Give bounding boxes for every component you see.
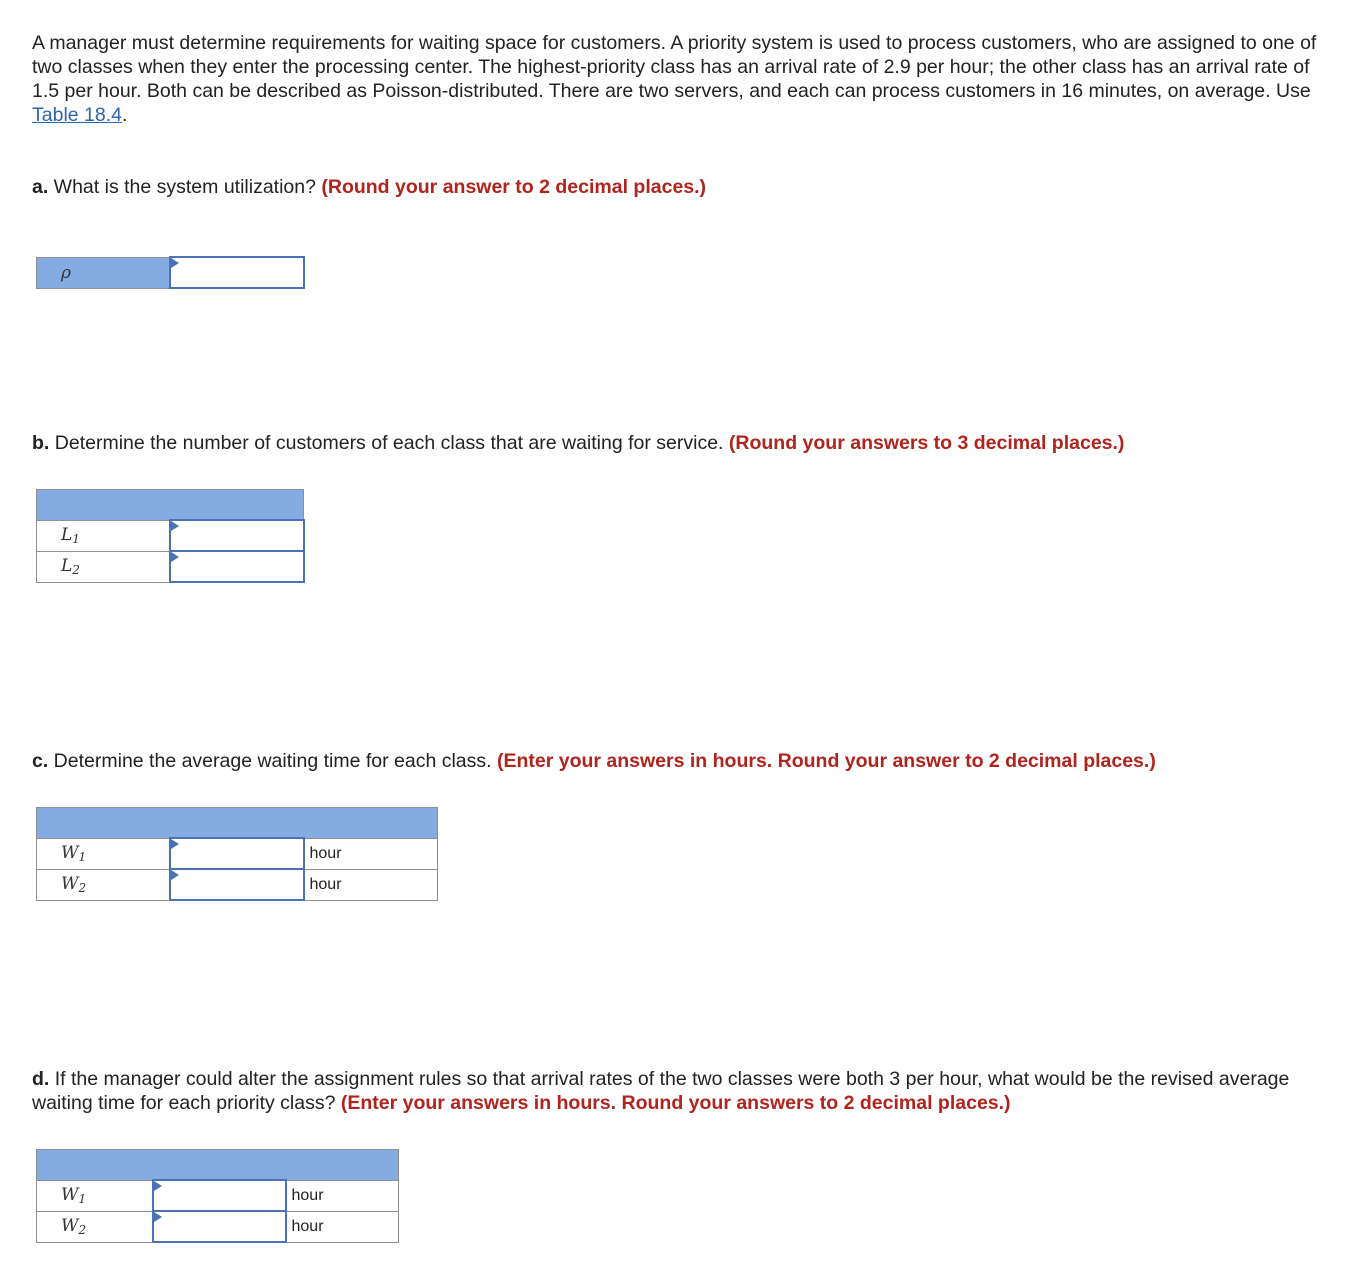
table-header-row <box>37 490 304 521</box>
d-w2-unit: hour <box>286 1211 399 1242</box>
question-d-label: d. <box>32 1068 50 1090</box>
answer-table-d <box>36 1149 399 1243</box>
w1-subscript: 1 <box>78 850 87 864</box>
w1-input[interactable] <box>171 839 303 868</box>
answer-table-a <box>36 256 305 289</box>
question-c-text: Determine the average waiting time for each class. <box>48 750 497 772</box>
question-a-text: What is the system utilization? <box>48 176 322 198</box>
w2-label <box>37 869 170 900</box>
w1-input-cell[interactable] <box>170 838 304 869</box>
d-w1-label <box>37 1180 153 1211</box>
rho-input[interactable] <box>171 258 303 287</box>
d-w2-symbol: W <box>61 1216 79 1236</box>
question-c-label: c. <box>32 750 49 772</box>
problem-text: A manager must determine requirements for waiting space for customers. A priority system is used to process customers, who are assigned to one of two classes when they enter the processing center. The highest-priority class has an arrival rate of 2.9 per hour; the other class has an arrival rate of 1.5 per hour. Both can be described as Poisson-distributed. There are two servers, and each can process customers in 16 minutes, on average. Use <box>32 32 1317 102</box>
table-18-4-link[interactable]: Table 18.4 <box>32 104 122 126</box>
d-w1-input[interactable] <box>154 1181 285 1210</box>
answer-table-c <box>36 807 438 901</box>
table-row <box>37 1211 399 1242</box>
table-header <box>37 808 438 839</box>
rho-label <box>37 257 170 288</box>
input-marker-icon <box>171 839 179 849</box>
table-row <box>37 551 304 582</box>
table-row <box>37 869 438 900</box>
problem-period: . <box>122 104 128 126</box>
input-marker-icon <box>154 1212 162 1222</box>
l2-symbol: L <box>61 556 73 576</box>
w1-label <box>37 838 170 869</box>
table-header <box>37 1150 399 1181</box>
w1-symbol: W <box>61 843 79 863</box>
d-w2-input-cell[interactable] <box>153 1211 286 1242</box>
table-row <box>37 257 304 288</box>
w2-unit: hour <box>304 869 438 900</box>
l2-label <box>37 551 170 582</box>
d-w1-unit: hour <box>286 1180 399 1211</box>
question-d <box>32 1067 1322 1115</box>
question-a <box>32 175 1332 199</box>
w2-input-cell[interactable] <box>170 869 304 900</box>
w1-unit: hour <box>304 838 438 869</box>
input-marker-icon <box>171 258 179 268</box>
question-c-instruction: (Enter your answers in hours. Round your answer to 2 decimal places.) <box>496 750 1156 772</box>
d-w2-label <box>37 1211 153 1242</box>
question-a-instruction: (Round your answer to 2 decimal places.) <box>321 176 707 198</box>
w2-subscript: 2 <box>78 881 87 895</box>
input-marker-icon <box>171 870 179 880</box>
input-marker-icon <box>171 521 179 531</box>
question-b-instruction: (Round your answers to 3 decimal places.) <box>728 432 1125 454</box>
rho-input-cell[interactable] <box>170 257 304 288</box>
table-row <box>37 520 304 551</box>
table-header <box>37 490 304 521</box>
input-marker-icon <box>171 552 179 562</box>
question-b-label: b. <box>32 432 50 454</box>
d-w1-subscript: 1 <box>78 1192 87 1206</box>
table-row <box>37 1180 399 1211</box>
l2-subscript: 2 <box>72 563 80 577</box>
l1-label <box>37 520 170 551</box>
l1-symbol: L <box>61 525 73 545</box>
table-header-row <box>37 808 438 839</box>
answer-table-b <box>36 489 305 583</box>
d-w1-symbol: W <box>61 1185 79 1205</box>
problem-statement <box>32 31 1322 127</box>
d-w1-input-cell[interactable] <box>153 1180 286 1211</box>
question-d-instruction: (Enter your answers in hours. Round your answers to 2 decimal places.) <box>340 1092 1011 1114</box>
rho-symbol: ρ <box>61 262 71 283</box>
question-c <box>32 749 1332 773</box>
l1-input[interactable] <box>171 521 303 550</box>
table-header-row <box>37 1150 399 1181</box>
l1-input-cell[interactable] <box>170 520 304 551</box>
l2-input-cell[interactable] <box>170 551 304 582</box>
l2-input[interactable] <box>171 552 303 581</box>
table-row <box>37 838 438 869</box>
l1-subscript: 1 <box>72 532 80 546</box>
d-w2-subscript: 2 <box>78 1223 87 1237</box>
question-b <box>32 431 1332 455</box>
w2-input[interactable] <box>171 870 303 899</box>
d-w2-input[interactable] <box>154 1212 285 1241</box>
question-d-text: If the manager could alter the assignment rules so that arrival rates of the two classes were both 3 per hour, what would be the revised average waiting time for each priority class? <box>32 1068 1290 1114</box>
input-marker-icon <box>154 1181 162 1191</box>
w2-symbol: W <box>61 874 79 894</box>
question-b-text: Determine the number of customers of each class that are waiting for service. <box>49 432 729 454</box>
question-a-label: a. <box>32 176 49 198</box>
